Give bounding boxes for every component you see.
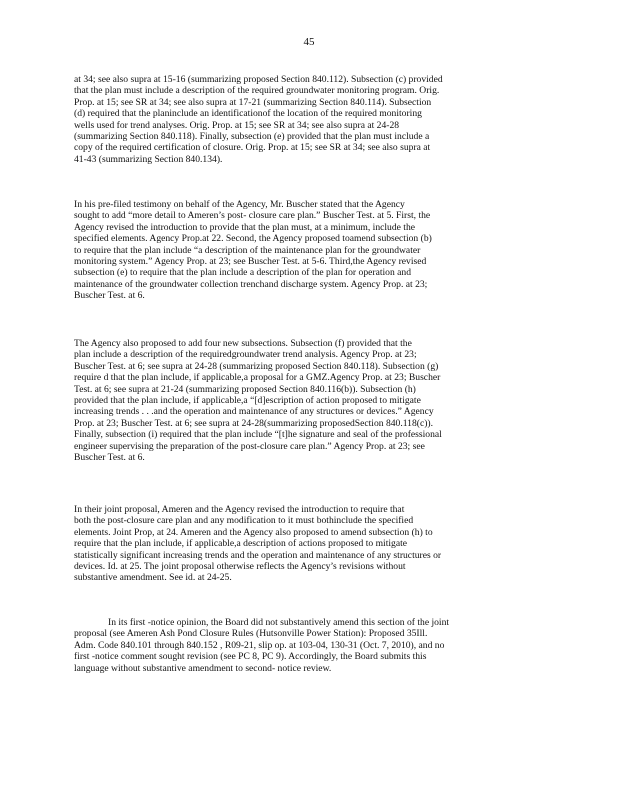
text-line: Prop. at 23; Buscher Test. at 6; see supra at 24-28(summarizing proposedSection 840.118(c)). [74, 417, 434, 429]
text-line: Buscher Test. at 6; see supra at 24-28 (summarizing proposed Section 840.118). Subsection (g) [74, 360, 439, 372]
text-line: engineer supervising the preparation of the post-closure care plan.” Agency Prop. at 23; see [74, 440, 425, 452]
text-line: Finally, subsection (i) required that the plan include “[t]he signature and seal of the professional [74, 429, 442, 441]
text-line: Test. at 6; see supra at 21-24 (summarizing proposed Section 840.116(b)). Subsection (h) [74, 383, 416, 395]
text-line: The Agency also proposed to add four new subsections. Subsection (f) provided that the [74, 338, 412, 349]
text-line: at 34; see also supra at 15-16 (summarizing proposed Section 840.112). Subsection (c) provided [74, 74, 443, 85]
text-line: both the post-closure care plan and any modification to it must bothinclude the specified [74, 515, 414, 527]
text-line: require that the plan include, if applicable,a description of actions proposed to mitigate [74, 538, 408, 550]
text-line: statistically significant increasing trends and the operation and maintenance of any structures or [74, 549, 442, 561]
text-line: devices. Id. at 25. The joint proposal otherwise reflects the Agency’s revisions without [74, 561, 406, 573]
paragraph-3 [74, 338, 540, 463]
paragraph-5 [74, 617, 540, 674]
text-line: elements. Joint Prop, at 24. Ameren and the Agency also proposed to amend subsection (h) to [74, 526, 433, 538]
text-line: subsection (e) to require that the plan include a description of the plan for operation and [74, 267, 411, 279]
text-line: Buscher Test. at 6. [74, 290, 145, 302]
text-line: (summarizing Section 840.118). Finally, subsection (e) provided that the plan must include a [74, 131, 430, 143]
text-line: specified elements. Agency Prop.at 22. Second, the Agency proposed toamend subsection (b) [74, 233, 432, 245]
text-line: substantive amendment. See id. at 24-25. [74, 572, 232, 584]
text-line: increasing trends . . .and the operation and maintenance of any structures or devices.” Agency [74, 406, 434, 418]
text-line: monitoring system.” Agency Prop. at 23; see Buscher Test. at 5-6. Third,the Agency revised [74, 256, 427, 268]
paragraph-4 [74, 504, 540, 584]
page-number: 45 [303, 36, 315, 48]
text-line: sought to add “more detail to Ameren’s post- closure care plan.” Buscher Test. at 5. First, the [74, 210, 431, 222]
text-line: plan include a description of the requiredgroundwater trend analysis. Agency Prop. at 23; [74, 349, 417, 361]
text-line: Adm. Code 840.101 through 840.152 , R09-21, slip op. at 103-04, 130-31 (Oct. 7, 2010), and no [74, 639, 445, 651]
text-line: proposal (see Ameren Ash Pond Closure Rules (Hutsonville Power Station): Proposed 35Ill. [74, 628, 428, 640]
text-line: Buscher Test. at 6. [74, 452, 145, 464]
text-line: language without substantive amendment to second- notice review. [74, 662, 332, 674]
text-line: Agency revised the introduction to provide that the plan must, at a minimum, include the [74, 221, 416, 233]
text-line: In his pre-filed testimony on behalf of the Agency, Mr. Buscher stated that the Agency [74, 199, 405, 210]
paragraph-2 [74, 199, 540, 302]
text-line: that the plan must include a description of the required groundwater monitoring program. Orig. [74, 85, 440, 97]
text-line: 41-43 (summarizing Section 840.134). [74, 153, 223, 165]
text-line: In its first -notice opinion, the Board did not substantively amend this section of the joint [108, 617, 450, 628]
text-line: provided that the plan include, if applicable,a “[d]escription of action proposed to mitigate [74, 395, 421, 407]
text-line: first -notice comment sought revision (see PC 8, PC 9). Accordingly, the Board submits this [74, 651, 427, 663]
text-line: maintenance of the groundwater collection trenchand discharge system. Agency Prop. at 23; [74, 278, 428, 290]
text-line: (d) required that the planinclude an identificationof the location of the required monitoring [74, 108, 422, 120]
text-line: copy of the required certification of closure. Orig. Prop. at 15; see SR at 34; see also supra at [74, 142, 431, 154]
text-line: Prop. at 15; see SR at 34; see also supra at 17-21 (summarizing Section 840.114). Subsection [74, 96, 432, 108]
text-line: require d that the plan include, if applicable,a proposal for a GMZ.Agency Prop. at 23; Buscher [74, 372, 441, 384]
text-line: to require that the plan include “a description of the maintenance plan for the groundwater [74, 244, 421, 256]
paragraph-1 [74, 74, 540, 165]
text-line: In their joint proposal, Ameren and the Agency revised the introduction to require that [74, 504, 405, 515]
text-line: wells used for trend analyses. Orig. Prop. at 15; see SR at 34; see also supra at 24-28 [74, 119, 400, 131]
